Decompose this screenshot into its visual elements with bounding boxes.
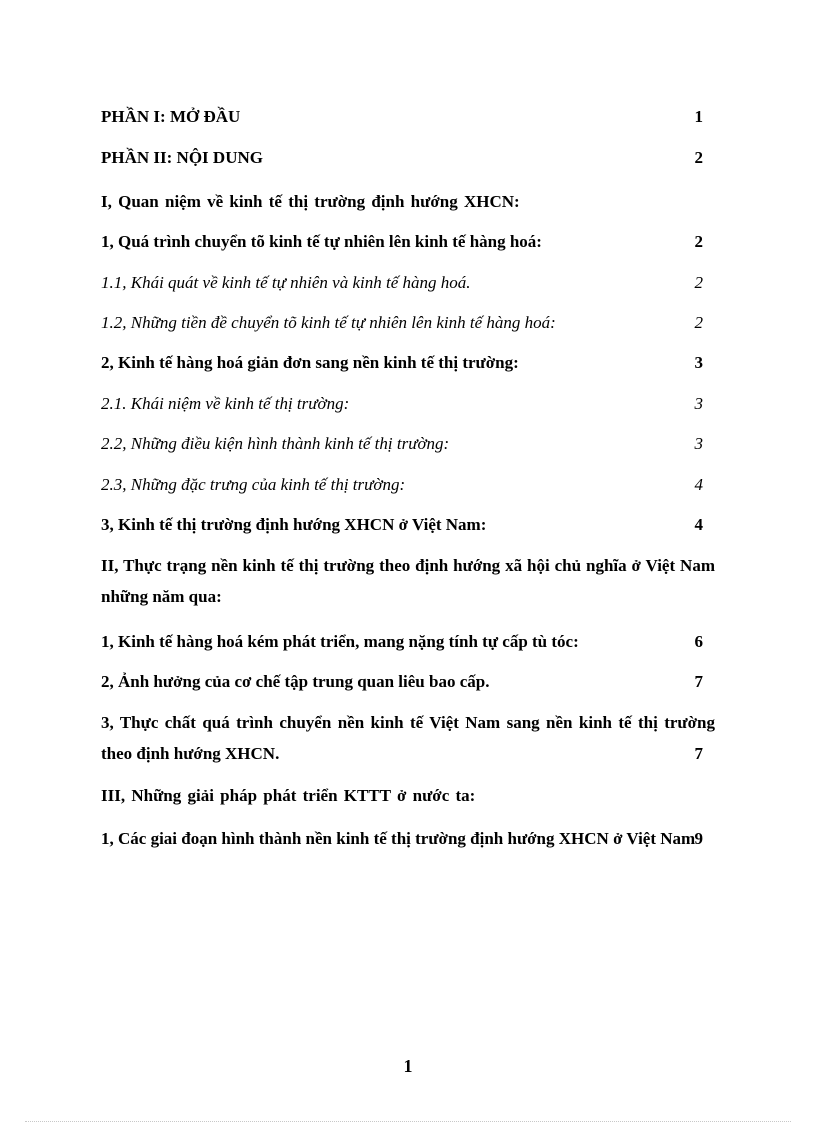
toc-entry-page: 2 (694, 273, 703, 292)
toc-entry-title: 2.1. Khái niệm về kinh tế thị trường: (101, 394, 350, 413)
toc-entry-page: 9 (694, 829, 703, 848)
toc-entry-title: III, Những giải pháp phát triển KTTT ở nước ta: (101, 786, 476, 805)
toc-entry-title: 1.2, Những tiền đề chuyển tõ kinh tế tự nhiên lên kinh tế hàng hoá: (101, 313, 556, 332)
toc-entry-page: 4 (694, 475, 703, 494)
toc-entry-title: PHẦN I: MỞ ĐẦU (101, 107, 241, 126)
toc-entry-title: 3, Thực chất quá trình chuyển nền kinh tế Việt Nam sang nền kinh tế thị trường theo định hướng XHCN. (101, 713, 715, 763)
toc-entry-page: 6 (694, 632, 703, 651)
toc-entry-title: 1, Kinh tế hàng hoá kém phát triển, mang nặng tính tự cấp tù tóc: (101, 632, 579, 651)
toc-entry-title: 2.3, Những đặc trưng của kinh tế thị trường: (101, 475, 406, 494)
toc-entry (101, 707, 715, 769)
toc-entry-page: 3 (694, 394, 703, 413)
toc-entry-title: 1, Các giai đoạn hình thành nền kinh tế thị trường định hướng XHCN ở Việt Nam (101, 829, 696, 848)
toc-entry-title: PHẦN II: NỘI DUNG (101, 148, 263, 167)
toc-entry-page: 2 (694, 313, 703, 332)
toc-entry-title: 2, Kinh tế hàng hoá giản đơn sang nền kinh tế thị trường: (101, 353, 519, 372)
toc-entry-page: 7 (694, 744, 703, 763)
toc-entry-page: 3 (694, 353, 703, 372)
toc-entry-title: 2.2, Những điều kiện hình thành kinh tế thị trường: (101, 434, 450, 453)
page-bottom-divider (25, 1121, 791, 1122)
toc-entry-page: 2 (694, 232, 703, 251)
toc-entry-page: 3 (694, 434, 703, 453)
toc-entry (101, 823, 715, 854)
toc-entry-title: 2, Ảnh hưởng của cơ chế tập trung quan liêu bao cấp. (101, 672, 490, 691)
toc-entry-title: 3, Kinh tế thị trường định hướng XHCN ở Việt Nam: (101, 515, 487, 534)
toc-entry-page: 1 (694, 107, 703, 126)
page-number: 1 (403, 1056, 413, 1076)
toc-entry-page: 7 (694, 672, 703, 691)
toc-entry-page: 2 (694, 148, 703, 167)
toc-entry-page: 4 (694, 515, 703, 534)
toc-entry-title: I, Quan niệm về kinh tế thị trường định hướng XHCN: (101, 192, 520, 211)
toc-entry-title: 1.1, Khái quát về kinh tế tự nhiên và kinh tế hàng hoá. (101, 273, 471, 292)
toc-entry-title: II, Thực trạng nền kinh tế thị trường theo định hướng xã hội chủ nghĩa ở Việt Nam những năm qua: (101, 556, 715, 606)
toc-entry-title: 1, Quá trình chuyển tõ kinh tế tự nhiên lên kinh tế hàng hoá: (101, 232, 542, 251)
toc-section-heading (101, 550, 715, 612)
